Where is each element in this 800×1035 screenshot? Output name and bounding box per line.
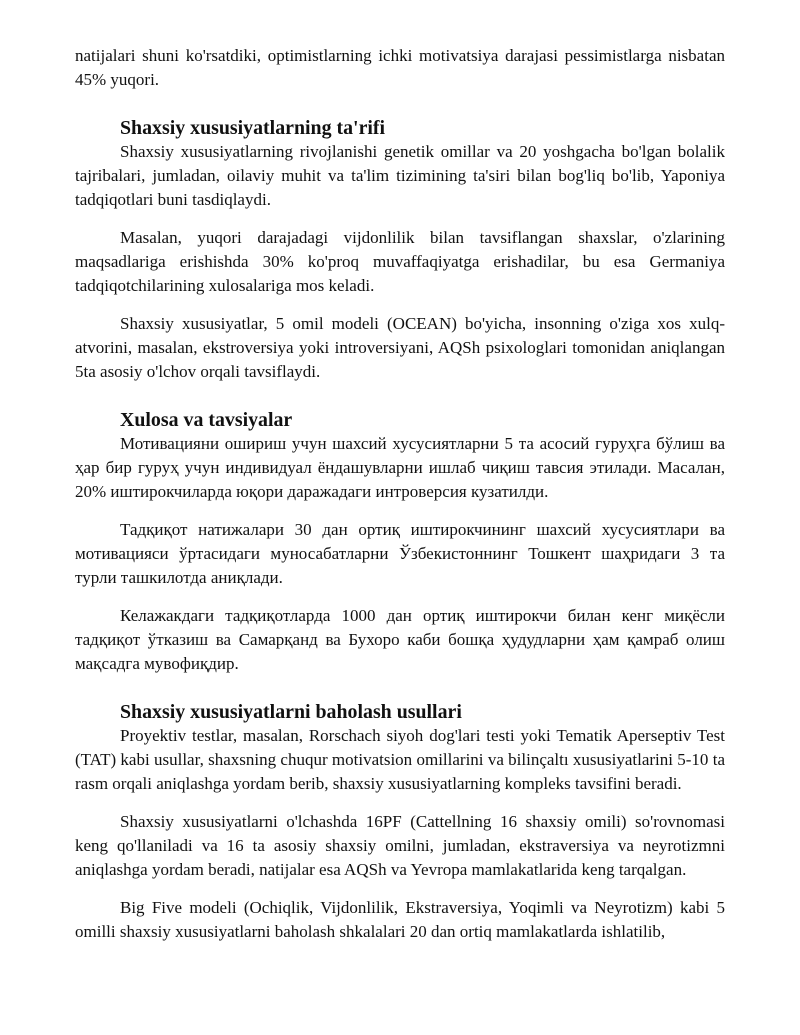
heading-definition: Shaxsiy xususiyatlarning ta'rifi bbox=[120, 117, 386, 139]
document-page bbox=[75, 44, 725, 944]
paragraph-motivation-groups: Мотивацияни ошириш учун шахсий хусусиятларни 5 та асосий гуруҳга бўлиш ва ҳар бир гуруҳ учун индивидуал ёндашувларни ишлаб чиқиш тавсия этилади. Масалан, 20% иштирокчиларда юқори даражадаги интроверсия кузатилди. bbox=[75, 434, 725, 501]
paragraph-ocean: Shaxsiy xususiyatlar, 5 omil modeli (OCEAN) bo'yicha, insonning o'ziga xos xulq-atvorini, masalan, ekstroversiya yoki introversiyani, AQSh psixologlari tomonidan aniqlangan 5ta asosiy o'lchov orqali tavsiflaydi. bbox=[75, 314, 725, 381]
paragraph-conscientiousness: Masalan, yuqori darajadagi vijdonlilik bilan tavsiflangan shaxslar, o'zlarining maqsadlariga erishishda 30% ko'proq muvaffaqiyatga erishadilar, bu esa Germaniya tadqiqotchilarining xulosalariga mos keladi. bbox=[75, 228, 725, 295]
paragraph-future-research: Келажакдаги тадқиқотларда 1000 дан ортиқ иштирокчи билан кенг миқёсли тадқиқот ўтказиш ва Самарқанд ва Бухоро каби бошқа ҳудудларни ҳам қамраб олиш мақсадга мувофиқдир. bbox=[75, 606, 725, 673]
paragraph-research-results: Тадқиқот натижалари 30 дан ортиқ иштирокчининг шахсий хусусиятлари ва мотивацияси ўртасидаги муносабатларни Ўзбекистоннинг Тошкент шаҳридаги 3 та турли ташкилотда аниқлади. bbox=[75, 520, 725, 587]
paragraph-projective-tests: Proyektiv testlar, masalan, Rorschach siyoh dog'lari testi yoki Tematik Aperseptiv Test (TAT) kabi usullar, shaxsning chuqur motivatsion omillarini va bilinçaltı xususiyatlarini 5-10 ta rasm orqali aniqlashga yordam berib, shaxsiy xususiyatlarning kompleks tavsifini beradi. bbox=[75, 726, 725, 793]
paragraph-intro-continued: natijalari shuni ko'rsatdiki, optimistlarning ichki motivatsiya darajasi pessimistlarga nisbatan 45% yuqori. bbox=[75, 46, 725, 89]
paragraph-big-five: Big Five modeli (Ochiqlik, Vijdonlilik, Ekstraversiya, Yoqimli va Neyrotizm) kabi 5 omilli shaxsiy xususiyatlarni baholash shkalalari 20 dan ortiq mamlakatlarda ishlatilib, bbox=[75, 898, 725, 941]
paragraph-development: Shaxsiy xususiyatlarning rivojlanishi genetik omillar va 20 yoshgacha bo'lgan bolalik tajribalari, jumladan, oilaviy muhit va ta'lim tizimining ta'siri bilan bog'liq bo'lib, Yaponiya tadqiqotlari buni tasdiqlaydi. bbox=[75, 142, 725, 209]
paragraph-16pf: Shaxsiy xususiyatlarni o'lchashda 16PF (Cattellning 16 shaxsiy omili) so'rovnomasi keng qo'llaniladi va 16 ta asosiy shaxsiy omilni, jumladan, ekstraversiya va neyrotizmni aniqlashga yordam beradi, natijalar esa AQSh va Yevropa mamlakatlarida keng tarqalgan. bbox=[75, 812, 725, 879]
heading-assessment-methods: Shaxsiy xususiyatlarni baholash usullari bbox=[120, 701, 462, 723]
heading-conclusions: Xulosa va tavsiyalar bbox=[120, 409, 293, 431]
